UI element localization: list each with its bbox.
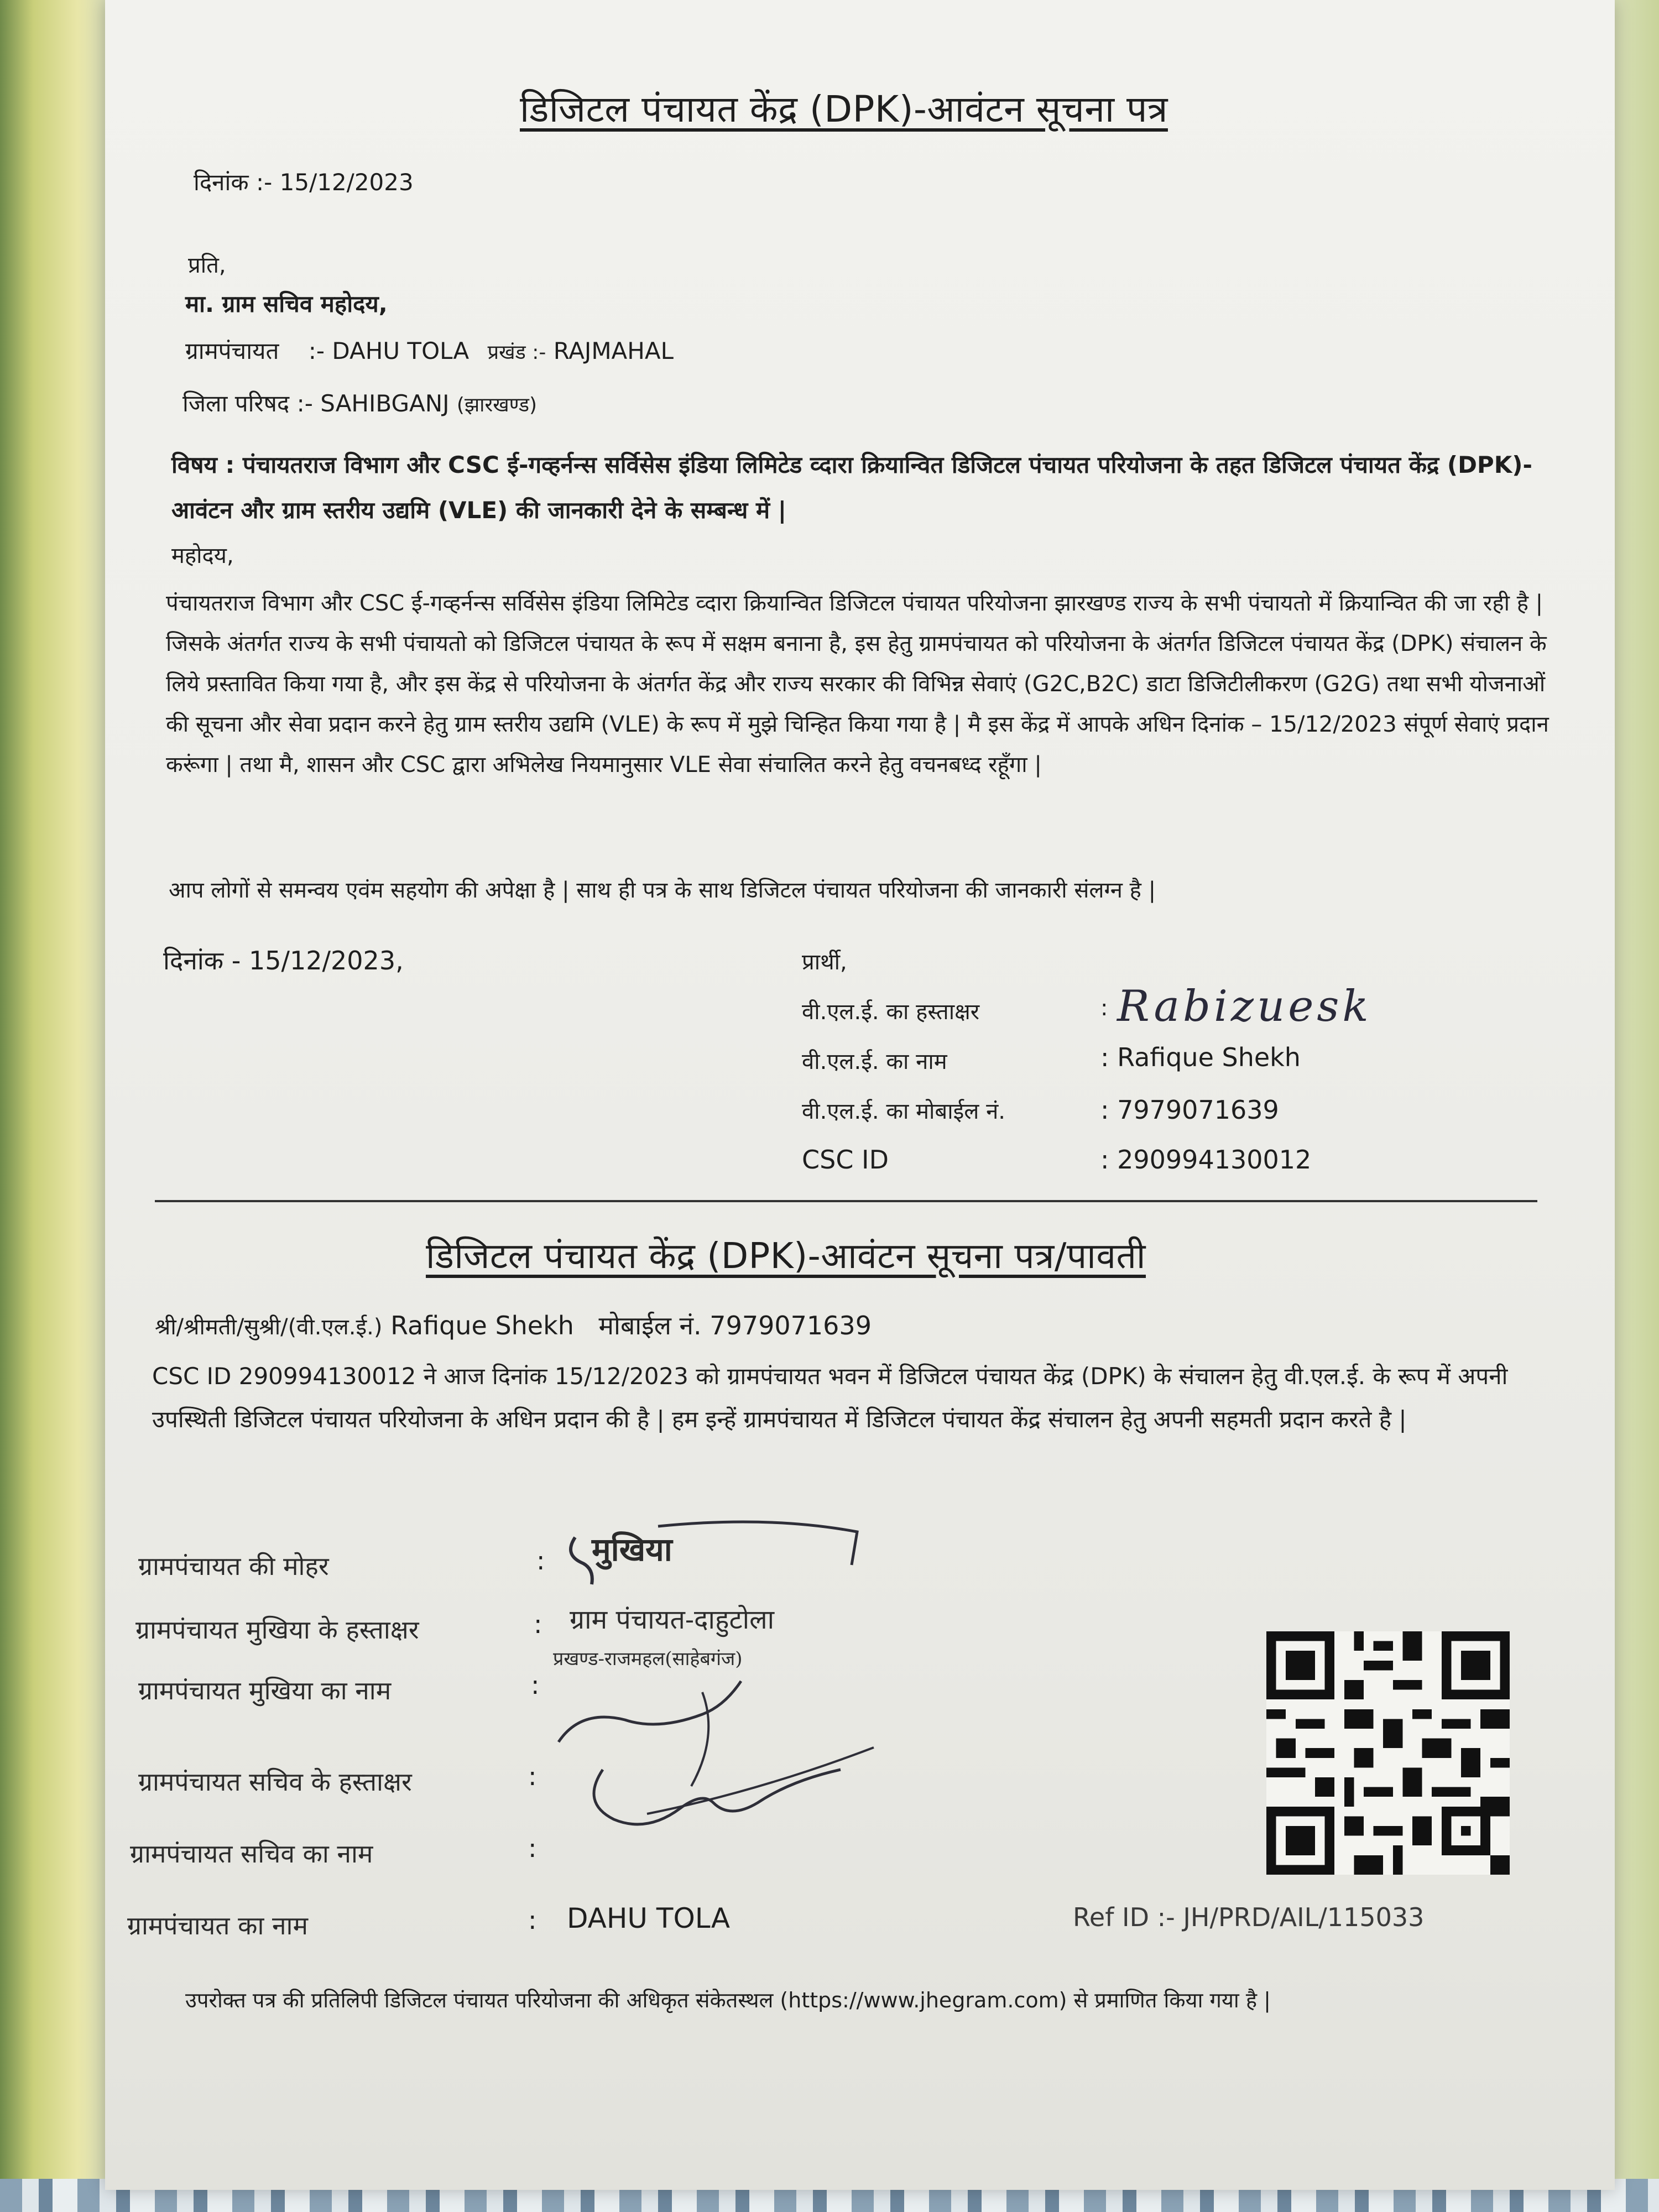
vle-mobile-label: वी.एल.ई. का मोबाईल नं. bbox=[802, 1099, 1006, 1124]
date-footer: दिनांक - 15/12/2023, bbox=[163, 946, 404, 975]
row-secretary-signature-colon: : bbox=[528, 1761, 537, 1791]
letter-sheet bbox=[105, 0, 1615, 2190]
vle-name-value: : Rafique Shekh bbox=[1100, 1042, 1301, 1072]
gram-panchayat-line bbox=[185, 335, 674, 366]
block-label: प्रखंड :- bbox=[487, 341, 546, 364]
to-line: प्रति, bbox=[188, 253, 226, 278]
row-secretary-signature-label: ग्रामपंचायत सचिव के हस्ताक्षर bbox=[138, 1767, 412, 1797]
receipt-prefix: श्री/श्रीमती/सुश्री/(वी.एल.ई.) bbox=[155, 1314, 383, 1340]
qr-code bbox=[1266, 1631, 1510, 1875]
vle-signature: Rabizuesk bbox=[1117, 982, 1372, 1031]
vle-mobile-value: : 7979071639 bbox=[1100, 1095, 1279, 1125]
vle-name-label: वी.एल.ई. का नाम bbox=[802, 1049, 947, 1074]
gram-panchayat-label: ग्रामपंचायत bbox=[185, 337, 279, 364]
body-paragraph: पंचायतराज विभाग और CSC ई-गव्हर्नन्स सर्विसेस इंडिया लिमिटेड व्दारा क्रियान्वित डिजिटल पंचायत परियोजना झारखण्ड राज्य के सभी पंचायतो में क्रियान्वित की जा रही है | जिसके अंतर्गत राज्य के सभी पंचायतो को डिजिटल पंचायत के रूप में सक्षम बनाना है, इस हेतु ग्रामपंचायत को परियोजना के अंतर्गत डिजिटल पंचायत केंद्र (DPK) संचालन के लिये प्रस्तावित किया गया है, और इस केंद्र से परियोजना के अंतर्गत केंद्र और राज्य सरकार की विभिन्न सेवाएं (G2C,B2C) डाटा डिजिटीलीकरण (G2G) तथा सभी योजनाओं की सूचना और सेवा प्रदान करने हेतु ग्राम स्तरीय उद्यमि (VLE) के रूप में मुझे चिन्हित किया गया है | मै इस केंद्र में आपके अधिन दिनांक – 15/12/2023 संपूर्ण सेवाएं प्रदान करूंगा | तथा मै, शासन और CSC द्वारा अभिलेख नियमानुसार VLE सेवा संचालित करने हेतु वचनबध्द रहूँगा | bbox=[166, 591, 1549, 778]
receipt-title: डिजिटल पंचायत केंद्र (DPK)-आवंटन सूचना पत्र/पावती bbox=[426, 1236, 1146, 1277]
gram-panchayat-value: :- DAHU TOLA bbox=[308, 337, 469, 364]
cooperation-line: आप लोगों से समन्वय एवंम सहयोग की अपेक्षा है | साथ ही पत्र के साथ डिजिटल पंचायत परियोजना की जानकारी संलग्न है | bbox=[169, 878, 1156, 903]
csc-id-value: : 290994130012 bbox=[1100, 1145, 1312, 1175]
date-line: दिनांक :- 15/12/2023 bbox=[194, 169, 414, 196]
row-secretary-name-colon: : bbox=[528, 1833, 537, 1863]
receipt-line1 bbox=[155, 1308, 872, 1342]
stamp-and-signatures bbox=[536, 1504, 1034, 1864]
vle-signature-label: वी.एल.ई. का हस्ताक्षर bbox=[802, 999, 980, 1025]
row-mukhiya-signature-label: ग्रामपंचायत मुखिया के हस्ताक्षर bbox=[135, 1615, 419, 1645]
stamp-line-panchayat: ग्राम पंचायत-दाहुटोला bbox=[570, 1604, 775, 1635]
stamp-line-block: प्रखण्ड-राजमहल(साहेबगंज) bbox=[553, 1648, 743, 1670]
receipt-mobile: मोबाईल नं. 7979071639 bbox=[598, 1311, 872, 1340]
addressee: मा. ग्राम सचिव महोदय, bbox=[185, 290, 388, 317]
footer-note: उपरोक्त पत्र की प्रतिलिपी डिजिटल पंचायत परियोजना की अधिकृत संकेतस्थल (https://www.jhegram.com) से प्रमाणित किया गया है | bbox=[185, 1988, 1271, 2012]
page-title: डिजिटल पंचायत केंद्र (DPK)-आवंटन सूचना पत्र bbox=[520, 88, 1168, 131]
row-panchayat-name-value: DAHU TOLA bbox=[567, 1902, 731, 1934]
receipt-vle-name: Rafique Shekh bbox=[390, 1311, 574, 1340]
row-mukhiya-signature-colon: : bbox=[534, 1609, 542, 1639]
block-value: RAJMAHAL bbox=[553, 337, 674, 364]
row-seal-label: ग्रामपंचायत की मोहर bbox=[138, 1551, 329, 1581]
row-panchayat-name-colon: : bbox=[528, 1905, 537, 1935]
section-divider bbox=[155, 1200, 1537, 1202]
ref-id: Ref ID :- JH/PRD/AIL/115033 bbox=[1073, 1902, 1425, 1932]
row-mukhiya-name-label: ग्रामपंचायत मुखिया का नाम bbox=[138, 1676, 392, 1705]
row-panchayat-name-label: ग्रामपंचायत का नाम bbox=[127, 1911, 308, 1940]
salutation: महोदय, bbox=[171, 543, 234, 568]
receipt-paragraph: CSC ID 290994130012 ने आज दिनांक 15/12/2023 को ग्रामपंचायत भवन में डिजिटल पंचायत केंद्र (DPK) के संचालन हेतु वी.एल.ई. के रूप में अपनी उपस्थिती डिजिटल पंचायत परियोजना के अधिन प्रदान की है | हम इन्हें ग्रामपंचायत में डिजिटल पंचायत केंद्र संचालन हेतु अपनी सहमती प्रदान करते है | bbox=[152, 1363, 1508, 1433]
row-mukhiya-name-colon: : bbox=[531, 1670, 540, 1700]
applicant-label: प्रार्थी, bbox=[802, 950, 847, 975]
district-state: (झारखण्ड) bbox=[456, 394, 538, 416]
row-seal-colon: : bbox=[536, 1546, 545, 1575]
district-line bbox=[182, 387, 537, 419]
district-label: जिला परिषद :- bbox=[182, 390, 313, 417]
subject: विषय : पंचायतराज विभाग और CSC ई-गव्हर्नन्स सर्विसेस इंडिया लिमिटेड व्दारा क्रियान्वित डिजिटल पंचायत परियोजना के तहत डिजिटल पंचायत केंद्र (DPK)-आवंटन और ग्राम स्तरीय उद्यमि (VLE) की जानकारी देने के सम्बन्ध में | bbox=[171, 451, 1532, 524]
district-value: SAHIBGANJ bbox=[320, 390, 450, 417]
row-secretary-name-label: ग्रामपंचायत सचिव का नाम bbox=[130, 1839, 373, 1869]
csc-id-label: CSC ID bbox=[802, 1145, 889, 1175]
stamp-line-mukhiya: मुखिया bbox=[592, 1531, 672, 1568]
vle-signature-colon: : bbox=[1100, 995, 1108, 1021]
